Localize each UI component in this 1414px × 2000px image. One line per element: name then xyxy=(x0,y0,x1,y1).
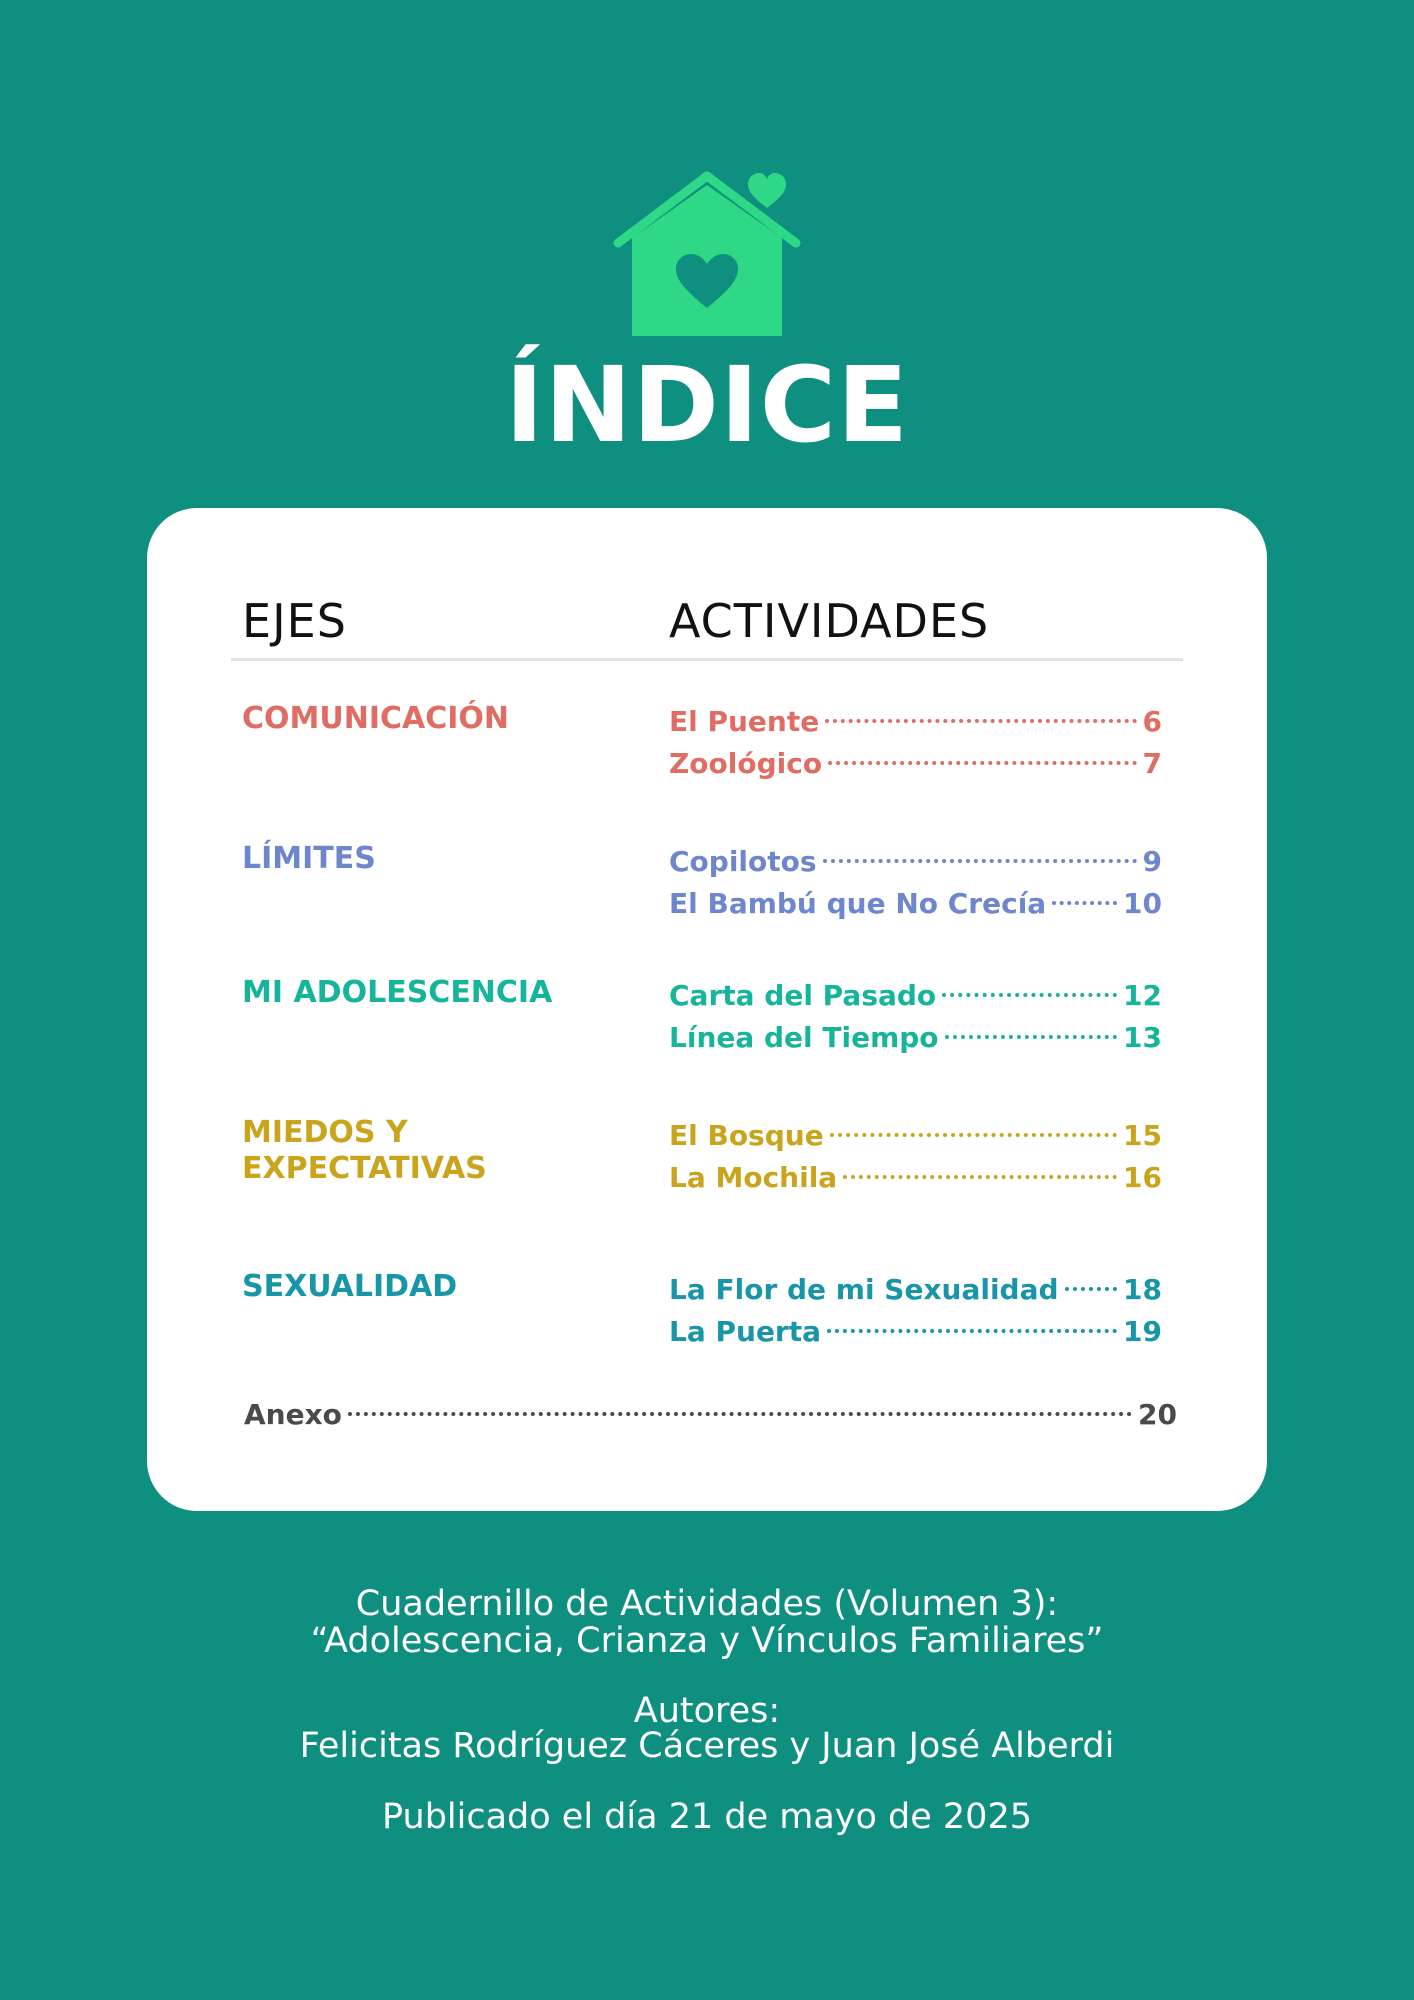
axis-label: MIEDOS Y EXPECTATIVAS xyxy=(242,1115,487,1186)
dot-leader xyxy=(843,1175,1117,1179)
entry-page: 15 xyxy=(1123,1119,1162,1152)
activity-list xyxy=(669,701,1162,785)
axis-label: COMUNICACIÓN xyxy=(242,701,510,736)
toc-entry[interactable] xyxy=(669,743,1162,785)
toc-entry[interactable] xyxy=(669,975,1162,1017)
activity-list xyxy=(669,841,1162,925)
page-title: ÍNDICE xyxy=(504,344,910,466)
entry-page: 16 xyxy=(1123,1161,1162,1194)
dot-leader xyxy=(945,1035,1118,1039)
entry-title: El Puente xyxy=(669,705,820,738)
authors-label: Autores: xyxy=(633,1691,781,1731)
axis-label: SEXUALIDAD xyxy=(242,1269,458,1304)
dot-leader xyxy=(825,719,1136,723)
actividades-header: ACTIVIDADES xyxy=(669,594,990,648)
entry-page: 19 xyxy=(1123,1315,1162,1348)
entry-title: Zoológico xyxy=(669,747,823,780)
entry-title: El Bosque xyxy=(669,1119,824,1152)
toc-entry[interactable] xyxy=(669,1311,1162,1353)
toc-entry[interactable] xyxy=(669,1269,1162,1311)
booklet-title-line2: “Adolescencia, Crianza y Vínculos Familiares” xyxy=(310,1621,1104,1661)
dot-leader xyxy=(830,1133,1117,1137)
toc-entry-anexo[interactable] xyxy=(244,1394,1177,1436)
publication-date: Publicado el día 21 de mayo de 2025 xyxy=(382,1797,1032,1837)
activity-list xyxy=(669,1269,1162,1353)
entry-title: Línea del Tiempo xyxy=(669,1021,939,1054)
index-card xyxy=(147,508,1267,1511)
entry-title: Anexo xyxy=(244,1398,342,1431)
toc-entry[interactable] xyxy=(669,1115,1162,1157)
entry-page: 10 xyxy=(1123,887,1162,920)
entry-title: El Bambú que No Crecía xyxy=(669,887,1047,920)
dot-leader xyxy=(828,761,1136,765)
entry-title: La Flor de mi Sexualidad xyxy=(669,1273,1059,1306)
booklet-title-line1: Cuadernillo de Actividades (Volumen 3): xyxy=(355,1584,1059,1624)
dot-leader xyxy=(1052,901,1117,905)
toc-entry[interactable] xyxy=(669,701,1162,743)
axis-label: LÍMITES xyxy=(242,841,376,876)
entry-title: La Puerta xyxy=(669,1315,822,1348)
entry-page: 7 xyxy=(1142,747,1162,780)
ejes-header: EJES xyxy=(242,594,347,648)
entry-title: Copilotos xyxy=(669,845,817,878)
entry-page: 12 xyxy=(1123,979,1162,1012)
entry-page: 9 xyxy=(1142,845,1162,878)
toc-entry[interactable] xyxy=(669,1157,1162,1199)
axis-label: MI ADOLESCENCIA xyxy=(242,975,553,1010)
activity-list xyxy=(669,975,1162,1059)
dot-leader xyxy=(1065,1287,1118,1291)
header-divider xyxy=(231,658,1183,661)
entry-page: 13 xyxy=(1123,1021,1162,1054)
entry-title: La Mochila xyxy=(669,1161,838,1194)
dot-leader xyxy=(348,1412,1132,1416)
toc-entry[interactable] xyxy=(669,1017,1162,1059)
entry-page: 20 xyxy=(1138,1398,1177,1431)
activity-list xyxy=(669,1115,1162,1199)
toc-entry[interactable] xyxy=(669,841,1162,883)
house-with-hearts-icon xyxy=(612,168,802,340)
authors-names: Felicitas Rodríguez Cáceres y Juan José Alberdi xyxy=(299,1726,1115,1766)
dot-leader xyxy=(827,1329,1117,1333)
toc-entry[interactable] xyxy=(669,883,1162,925)
dot-leader xyxy=(823,859,1137,863)
entry-title: Carta del Pasado xyxy=(669,979,937,1012)
entry-page: 18 xyxy=(1123,1273,1162,1306)
entry-page: 6 xyxy=(1142,705,1162,738)
dot-leader xyxy=(942,993,1117,997)
